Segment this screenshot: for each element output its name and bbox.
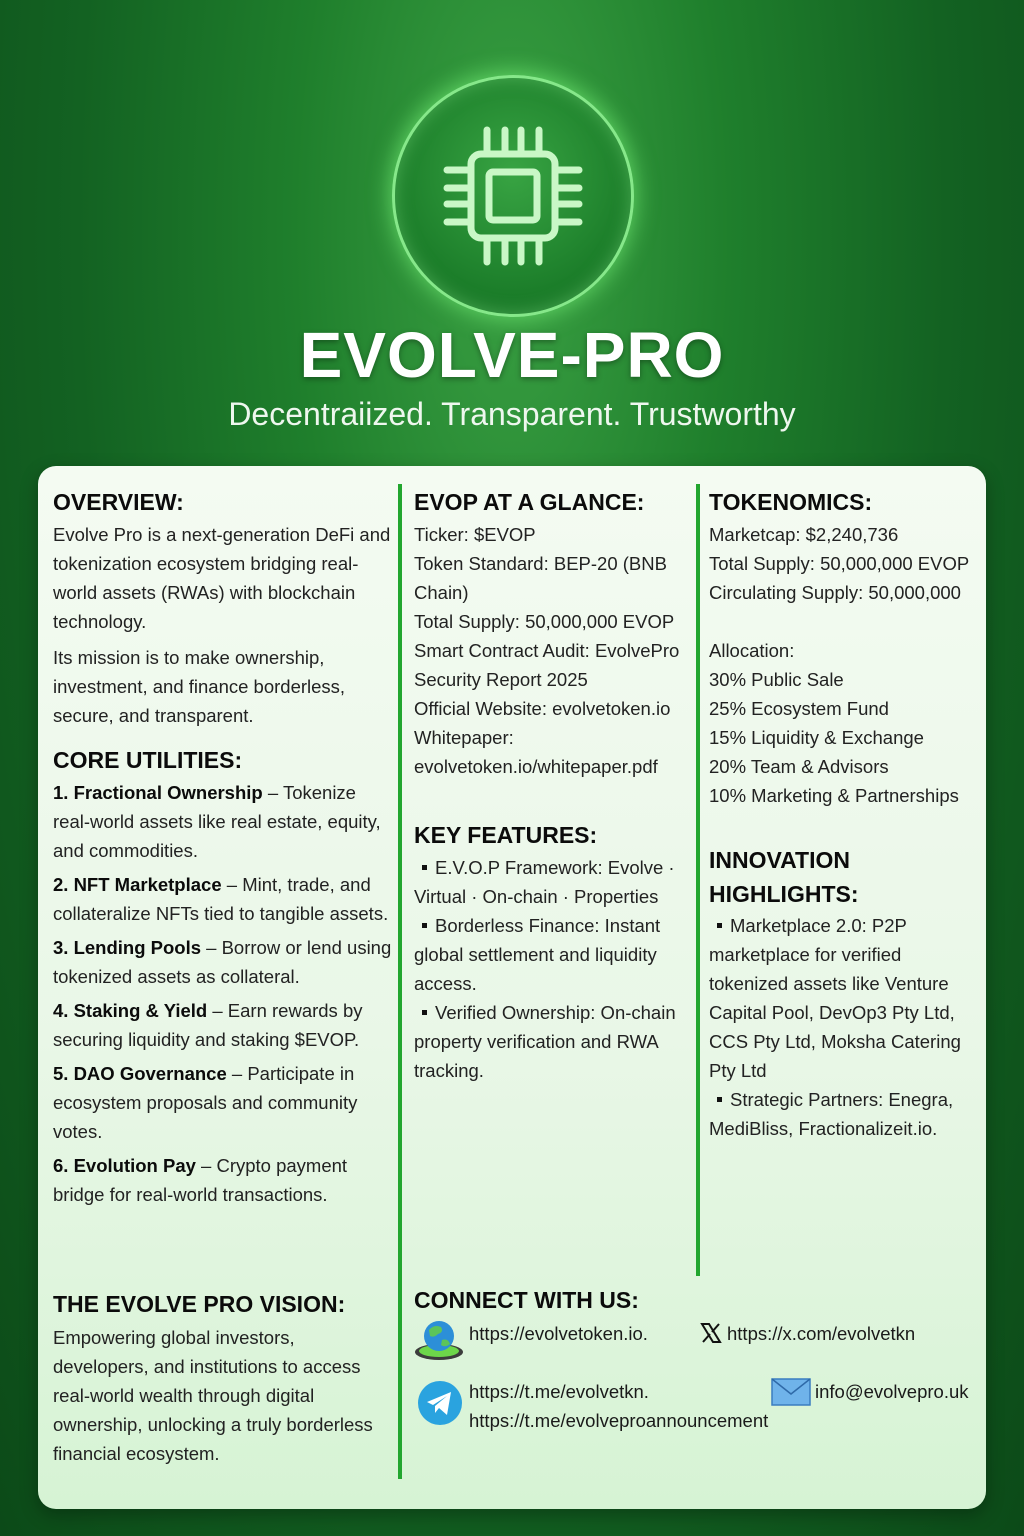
utility-title: 2. NFT Marketplace	[53, 874, 222, 895]
envelope-icon	[771, 1378, 811, 1406]
innovation-text: Strategic Partners: Enegra, MediBliss, Fractionalizeit.io.	[709, 1089, 954, 1139]
glance-heading: EVOP AT A GLANCE:	[414, 489, 645, 515]
feature-text: Verified Ownership: On-chain property verification and RWA tracking.	[414, 1002, 676, 1081]
allocation-list	[709, 665, 979, 810]
email-link[interactable]: info@evolvepro.uk	[815, 1381, 969, 1402]
utility-item	[53, 1059, 393, 1146]
utility-desc: – Participate in ecosystem proposals and community votes.	[53, 1063, 358, 1142]
bullet-icon	[422, 865, 427, 870]
allocation-label: Allocation:	[709, 640, 795, 661]
telegram-link-1[interactable]: https://t.me/evolvetkn.	[469, 1381, 649, 1402]
allocation-item: 20% Team & Advisors	[709, 756, 889, 777]
tokenomics-total-supply: Total Supply: 50,000,000 EVOP	[709, 553, 970, 574]
tagline: Decentraiized. Transparent. Trustworthy	[228, 396, 796, 432]
utility-item	[53, 870, 393, 928]
glance-standard: Token Standard: BEP-20 (BNB Chain)	[414, 553, 667, 603]
telegram-icon	[417, 1380, 463, 1426]
page-title: EVOLVE-PRO	[299, 319, 725, 391]
tokenomics-circulating: Circulating Supply: 50,000,000	[709, 582, 961, 603]
utility-title: 4. Staking & Yield	[53, 1000, 208, 1021]
utility-item	[53, 1151, 393, 1209]
column-left	[53, 488, 393, 1214]
innovation-text: Marketplace 2.0: P2P marketplace for verified tokenized assets like Venture Capital Pool, DevOp3 Pty Ltd, CCS Pty Ltd, Moksha Catering Pty Ltd	[709, 915, 961, 1081]
glance-ticker: Ticker: $EVOP	[414, 524, 536, 545]
core-utilities-heading: CORE UTILITIES:	[53, 747, 243, 773]
allocation-item: 15% Liquidity & Exchange	[709, 727, 924, 748]
utility-desc: – Earn rewards by securing liquidity and staking $EVOP.	[53, 1000, 363, 1050]
feature-item	[414, 911, 699, 998]
utility-desc: – Borrow or lend using tokenized assets as collateral.	[53, 937, 392, 987]
connect-heading: CONNECT WITH US:	[414, 1287, 639, 1313]
glance-audit: Smart Contract Audit: EvolvePro Security Report 2025	[414, 640, 680, 690]
utility-title: 5. DAO Governance	[53, 1063, 227, 1084]
utility-item	[53, 778, 393, 865]
telegram-link-2[interactable]: https://t.me/evolveproannouncement	[469, 1410, 769, 1431]
tokenomics-heading: TOKENOMICS:	[709, 489, 873, 515]
chip-icon	[431, 114, 595, 278]
allocation-item: 30% Public Sale	[709, 669, 844, 690]
vision-text: Empowering global investors, developers, and institutions to access real-world wealth through digital ownership, unlocking a truly borderless financial ecosystem.	[53, 1327, 373, 1464]
tokenomics-marketcap: Marketcap: $2,240,736	[709, 524, 899, 545]
utility-title: 6. Evolution Pay	[53, 1155, 196, 1176]
glance-whitepaper-url[interactable]: evolvetoken.io/whitepaper.pdf	[414, 756, 658, 777]
feature-text: E.V.O.P Framework: Evolve · Virtual · On-chain · Properties	[414, 857, 675, 907]
bullet-icon	[717, 923, 722, 928]
bullet-icon	[422, 923, 427, 928]
utility-item	[53, 996, 393, 1054]
feature-item	[414, 998, 699, 1085]
overview-heading: OVERVIEW:	[53, 489, 184, 515]
utility-title: 1. Fractional Ownership	[53, 782, 263, 803]
glance-website: Official Website: evolvetoken.io	[414, 698, 671, 719]
glance-whitepaper-label: Whitepaper:	[414, 727, 514, 748]
overview-paragraph-2: Its mission is to make ownership, investment, and finance borderless, secure, and transparent.	[53, 647, 346, 726]
x-link[interactable]: https://x.com/evolvetkn	[727, 1323, 916, 1344]
x-logo-icon	[700, 1322, 722, 1344]
utility-title: 3. Lending Pools	[53, 937, 202, 958]
key-features-heading: KEY FEATURES:	[414, 822, 598, 848]
vision-section	[53, 1290, 393, 1468]
innovation-list	[709, 911, 979, 1143]
key-features-list	[414, 853, 699, 1085]
core-utilities-list	[53, 778, 393, 1209]
utility-desc: – Mint, trade, and collateralize NFTs tied to tangible assets.	[53, 874, 389, 924]
logo-badge	[392, 75, 634, 317]
innovation-heading: INNOVATION HIGHLIGHTS:	[709, 847, 859, 907]
bullet-icon	[717, 1097, 722, 1102]
allocation-item: 10% Marketing & Partnerships	[709, 785, 959, 806]
info-card	[38, 466, 986, 1509]
website-link[interactable]: https://evolvetoken.io.	[469, 1323, 648, 1344]
globe-icon	[414, 1318, 464, 1362]
innovation-item	[709, 911, 979, 1085]
innovation-item	[709, 1085, 979, 1143]
overview-paragraph-1: Evolve Pro is a next-generation DeFi and tokenization ecosystem bridging real-world assets (RWAs) with blockchain technology.	[53, 524, 391, 632]
allocation-item: 25% Ecosystem Fund	[709, 698, 889, 719]
hero-header	[0, 0, 1024, 470]
column-middle	[414, 488, 699, 1085]
utility-desc: – Crypto payment bridge for real-world transactions.	[53, 1155, 348, 1205]
column-divider-1	[398, 484, 402, 1479]
column-right	[709, 488, 979, 1143]
glance-supply: Total Supply: 50,000,000 EVOP	[414, 611, 675, 632]
vision-heading: THE EVOLVE PRO VISION:	[53, 1291, 346, 1317]
feature-text: Borderless Finance: Instant global settlement and liquidity access.	[414, 915, 661, 994]
feature-item	[414, 853, 699, 911]
bullet-icon	[422, 1010, 427, 1015]
utility-item	[53, 933, 393, 991]
utility-desc: – Tokenize real-world assets like real estate, equity, and commodities.	[53, 782, 381, 861]
